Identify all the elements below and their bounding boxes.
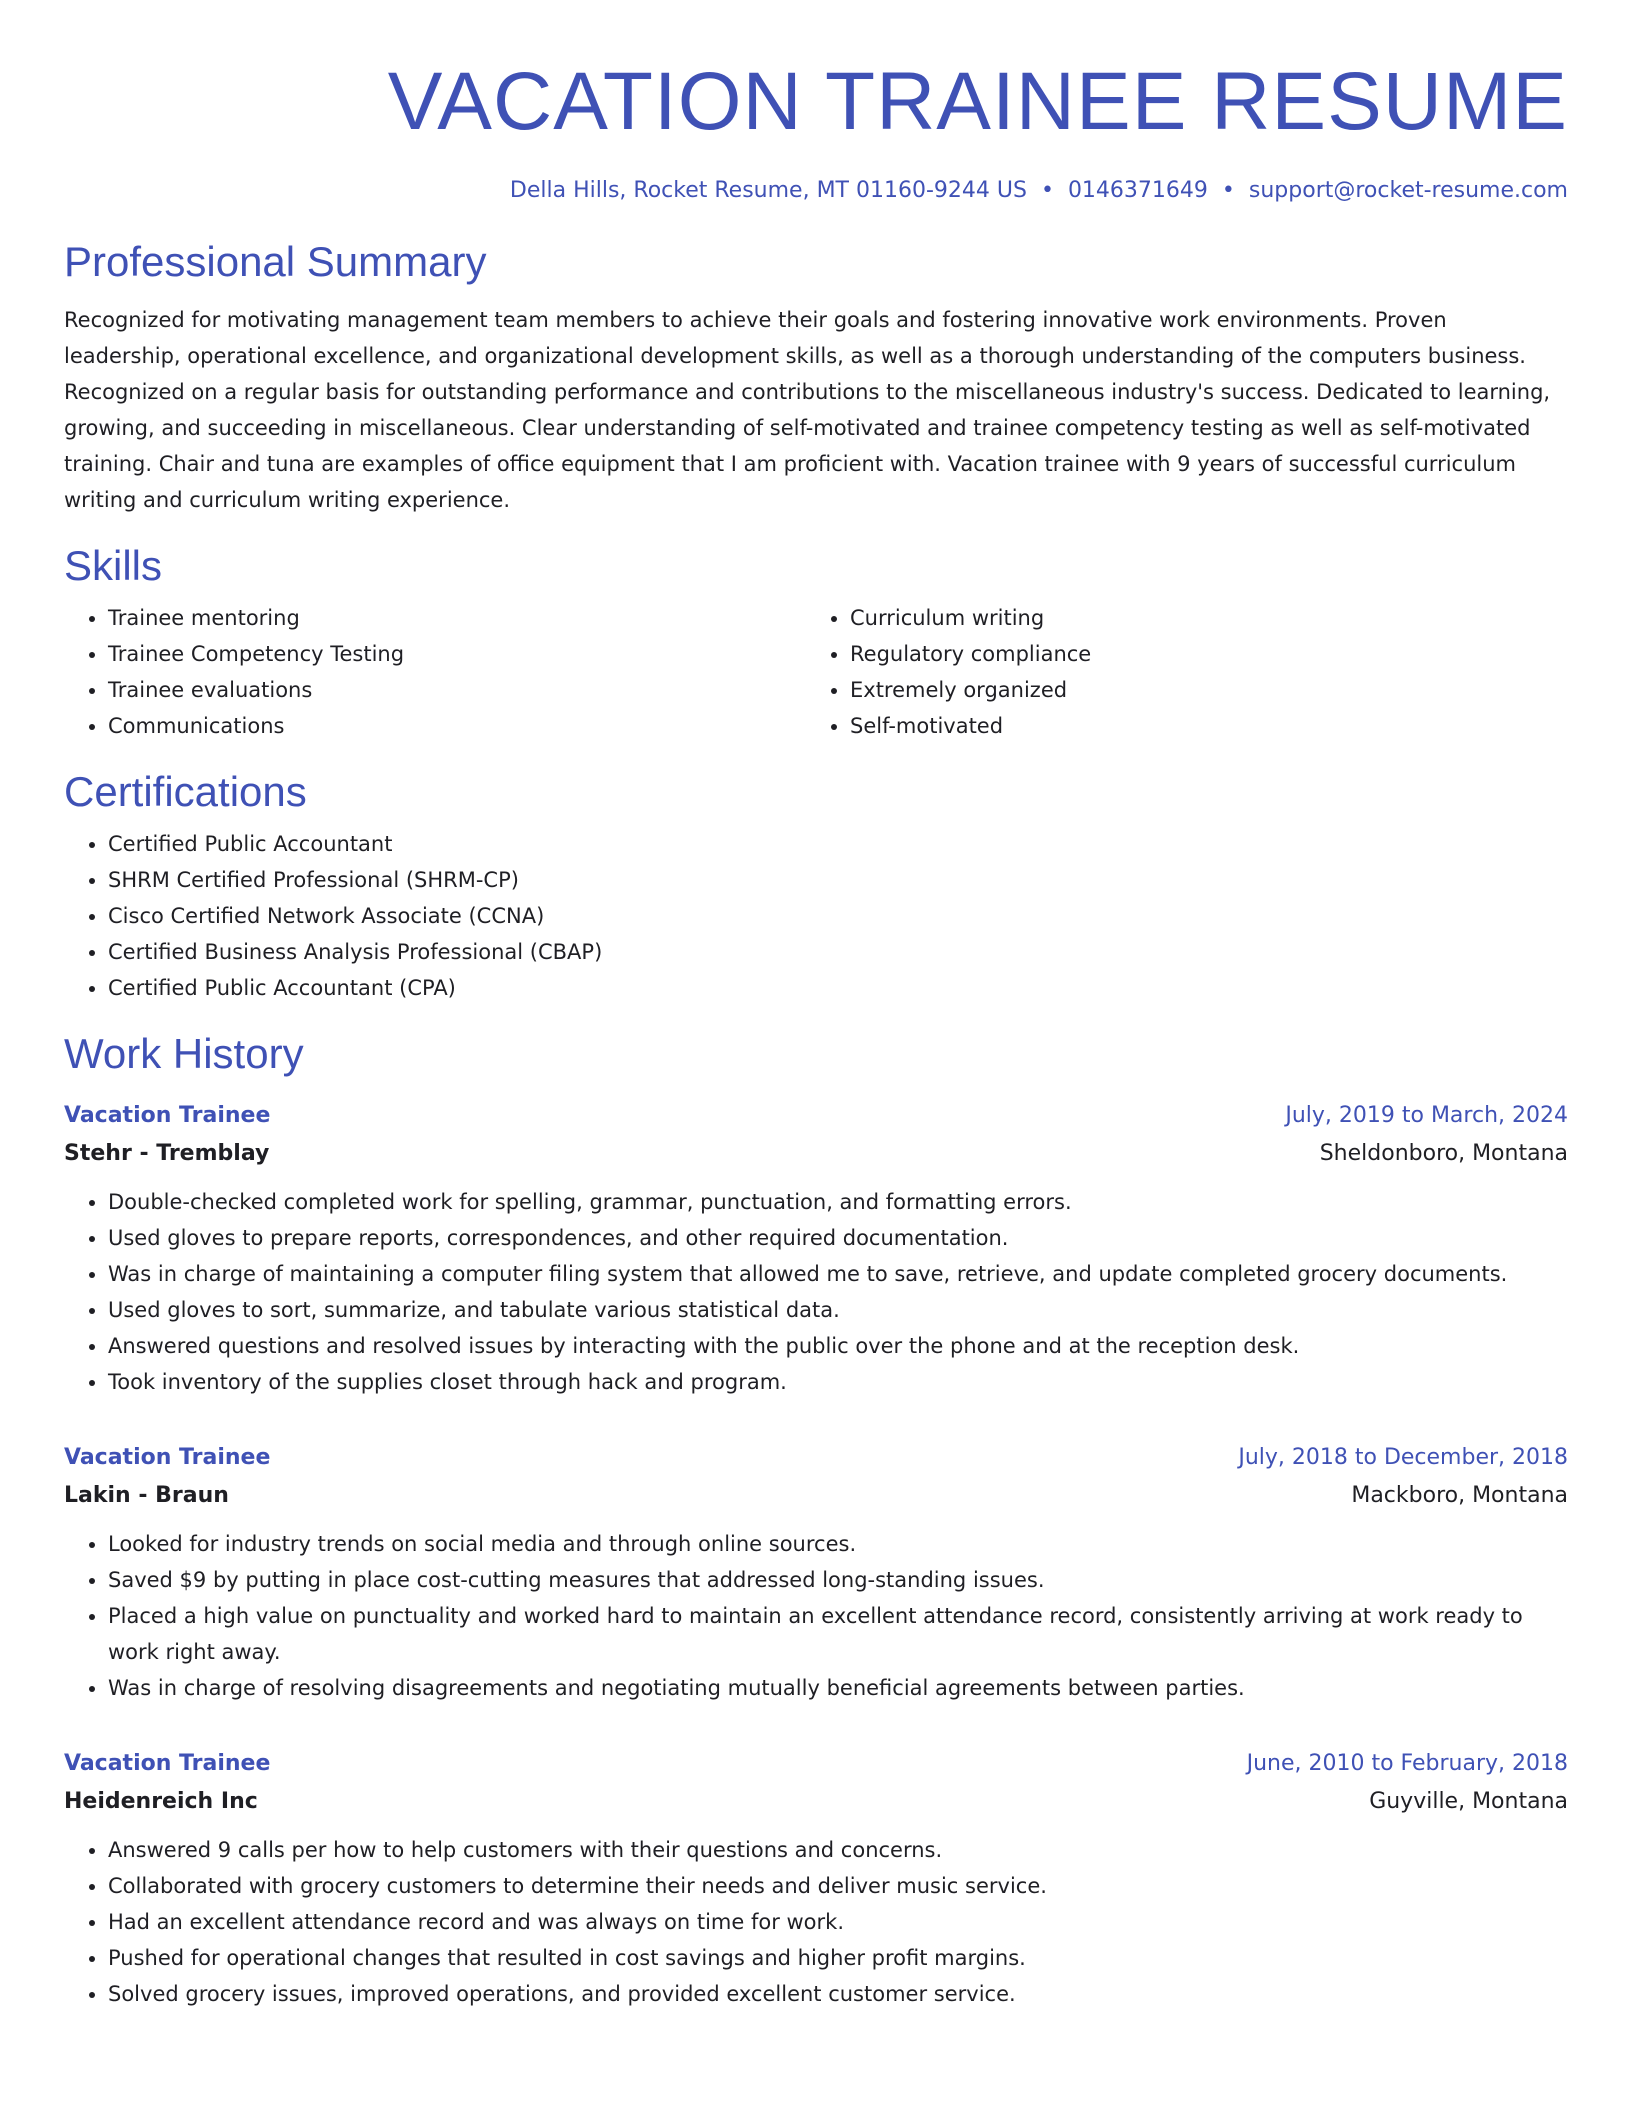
job-dates: June, 2010 to February, 2018 bbox=[1246, 1751, 1568, 1776]
job-title: Vacation Trainee bbox=[64, 1445, 271, 1470]
job-location: Sheldonboro, Montana bbox=[1319, 1141, 1568, 1166]
job-company: Heidenreich Inc bbox=[64, 1789, 258, 1814]
certification-item: • SHRM Certified Professional (SHRM-CP) bbox=[108, 862, 1568, 898]
certification-item: • Certified Public Accountant bbox=[108, 826, 1568, 862]
job-duty: • Answered questions and resolved issues by interacting with the public over the phone and at the reception desk. bbox=[108, 1328, 1568, 1364]
job-duty: • Saved $9 by putting in place cost-cutting measures that addressed long-standing issues. bbox=[108, 1562, 1568, 1598]
skill-item: • Extremely organized bbox=[850, 672, 1548, 708]
job-duty: • Looked for industry trends on social media and through online sources. bbox=[108, 1526, 1568, 1562]
certification-item: • Certified Business Analysis Professional (CBAP) bbox=[108, 934, 1568, 970]
job-duty: • Pushed for operational changes that resulted in cost savings and higher profit margins. bbox=[108, 1940, 1568, 1976]
job-title: Vacation Trainee bbox=[64, 1751, 271, 1776]
resume-header bbox=[64, 52, 1568, 208]
job-company: Stehr - Tremblay bbox=[64, 1141, 270, 1166]
job-dates: July, 2019 to March, 2024 bbox=[1285, 1103, 1568, 1128]
job-company-row bbox=[64, 1476, 1568, 1516]
job-title: Vacation Trainee bbox=[64, 1103, 271, 1128]
job-duty: • Answered 9 calls per how to help customers with their questions and concerns. bbox=[108, 1832, 1568, 1868]
skill-item: • Communications bbox=[108, 708, 806, 744]
summary-text: Recognized for motivating management team members to achieve their goals and fostering innovative work environments. Proven leadership, operational excellence, and organizational development skills, as well as a thorough understanding of the computers business. Recognized on a regular basis for outstanding performance and contributions to the miscellaneous industry's success. Dedicated to learning, growing, and succeeding in miscellaneous. Clear understanding of self-motivated and trainee competency testing as well as self-motivated training. Chair and tuna are examples of office equipment that I am proficient with. Vacation trainee with 9 years of successful curriculum writing and curriculum writing experience. bbox=[64, 308, 1551, 512]
job-entry bbox=[64, 1440, 1568, 1706]
certifications-heading: Certifications bbox=[64, 768, 307, 815]
job-duty: • Was in charge of maintaining a computer filing system that allowed me to save, retrieve, and update completed grocery documents. bbox=[108, 1256, 1568, 1292]
contact-separator: • bbox=[1040, 178, 1054, 203]
skills-list-right bbox=[806, 600, 1548, 744]
skills-column-left bbox=[64, 600, 806, 744]
certifications-section bbox=[64, 766, 1568, 1006]
job-duties-list bbox=[64, 1184, 1568, 1400]
job-company-row bbox=[64, 1782, 1568, 1822]
skill-item: • Trainee evaluations bbox=[108, 672, 806, 708]
job-duty: • Used gloves to sort, summarize, and tabulate various statistical data. bbox=[108, 1292, 1568, 1328]
job-entry bbox=[64, 1098, 1568, 1400]
contact-phone: 0146371649 bbox=[1067, 178, 1208, 203]
skills-list-left bbox=[64, 600, 806, 744]
job-title-row bbox=[64, 1098, 1568, 1134]
summary-heading: Professional Summary bbox=[64, 238, 487, 285]
certification-item: • Cisco Certified Network Associate (CCNA) bbox=[108, 898, 1568, 934]
job-title-row bbox=[64, 1746, 1568, 1782]
job-dates: July, 2018 to December, 2018 bbox=[1238, 1445, 1568, 1470]
certifications-list bbox=[64, 826, 1568, 1006]
skill-item: • Curriculum writing bbox=[850, 600, 1548, 636]
job-duty: • Used gloves to prepare reports, correspondences, and other required documentation. bbox=[108, 1220, 1568, 1256]
job-title-row bbox=[64, 1440, 1568, 1476]
contact-email[interactable]: support@rocket-resume.com bbox=[1248, 178, 1568, 203]
job-company-row bbox=[64, 1134, 1568, 1174]
skill-item: • Trainee mentoring bbox=[108, 600, 806, 636]
job-duty: • Took inventory of the supplies closet through hack and program. bbox=[108, 1364, 1568, 1400]
job-location: Guyville, Montana bbox=[1369, 1789, 1568, 1814]
skill-item: • Self-motivated bbox=[850, 708, 1548, 744]
skill-item: • Regulatory compliance bbox=[850, 636, 1548, 672]
skill-item: • Trainee Competency Testing bbox=[108, 636, 806, 672]
summary-section bbox=[64, 236, 1568, 518]
job-entry bbox=[64, 1746, 1568, 2012]
contact-line bbox=[64, 174, 1568, 208]
skills-column-right bbox=[806, 600, 1548, 744]
job-duties-list bbox=[64, 1832, 1568, 2012]
skills-section bbox=[64, 540, 1568, 744]
job-duty: • Was in charge of resolving disagreements and negotiating mutually beneficial agreements between parties. bbox=[108, 1670, 1568, 1706]
work-history-heading: Work History bbox=[64, 1030, 304, 1077]
job-location: Mackboro, Montana bbox=[1351, 1483, 1568, 1508]
job-duty: • Had an excellent attendance record and was always on time for work. bbox=[108, 1904, 1568, 1940]
job-duties-list bbox=[64, 1526, 1568, 1706]
job-company: Lakin - Braun bbox=[64, 1483, 229, 1508]
job-duty: • Double-checked completed work for spelling, grammar, punctuation, and formatting errors. bbox=[108, 1184, 1568, 1220]
skills-grid bbox=[64, 600, 1568, 744]
job-duty: • Placed a high value on punctuality and worked hard to maintain an excellent attendance record, consistently arriving at work ready to work right away. bbox=[108, 1598, 1568, 1670]
work-history-section bbox=[64, 1028, 1568, 2012]
contact-address: Della Hills, Rocket Resume, MT 01160-9244 US bbox=[509, 178, 1027, 203]
resume-title: VACATION TRAINEE RESUME bbox=[387, 56, 1568, 147]
skills-heading: Skills bbox=[64, 542, 163, 589]
certification-item: • Certified Public Accountant (CPA) bbox=[108, 970, 1568, 1006]
contact-separator: • bbox=[1221, 178, 1235, 203]
job-duty: • Solved grocery issues, improved operations, and provided excellent customer service. bbox=[108, 1976, 1568, 2012]
job-duty: • Collaborated with grocery customers to determine their needs and deliver music service. bbox=[108, 1868, 1568, 1904]
